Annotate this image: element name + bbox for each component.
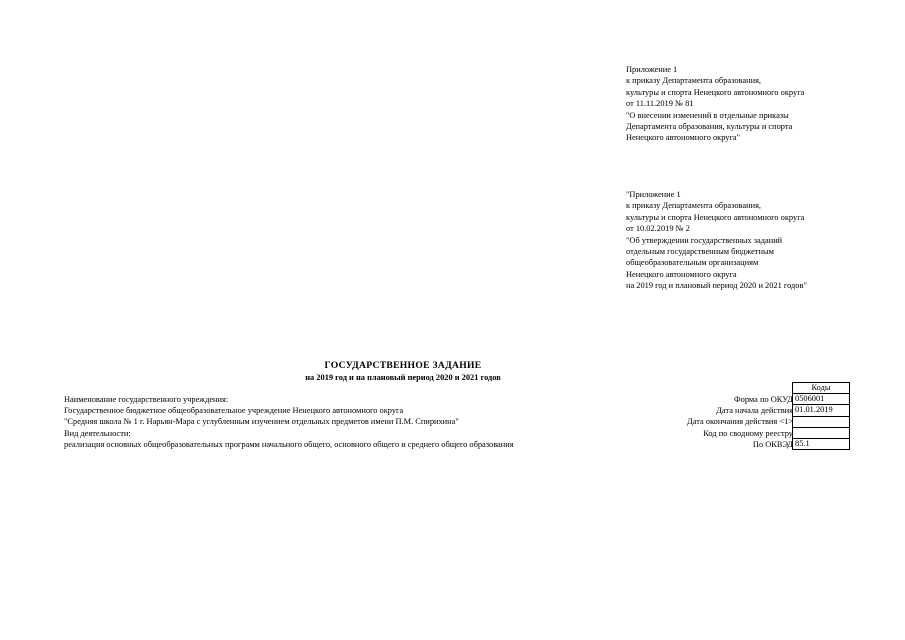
institution-name-line-2: "Средняя школа № 1 г. Нарьян-Мара с углубленным изучением отдельных предметов имени П.М. Спирихина": [64, 417, 459, 427]
codes-labels: [687, 394, 793, 450]
institution-info: [64, 394, 514, 450]
appendix-line: "О внесении изменений в отдельные приказы: [626, 110, 789, 120]
appendix-line: Департамента образования, культуры и спорта: [626, 121, 793, 131]
appendix-line: к приказу Департамента образования,: [626, 201, 762, 211]
codes-header: Коды: [793, 383, 850, 394]
code-value-registry: [793, 427, 850, 438]
appendix-line: Ненецкого автономного округа": [626, 133, 741, 143]
table-row: [793, 427, 850, 438]
appendix-line: отдельным государственным бюджетным: [626, 246, 774, 256]
table-row: [793, 405, 850, 416]
code-value-okud: 0506001: [793, 394, 850, 405]
appendix-line: от 10.02.2019 № 2: [626, 224, 690, 234]
table-row: [793, 394, 850, 405]
activity-value: реализация основных общеобразовательных программ начального общего, основного общего и среднего общего образования: [64, 439, 514, 449]
appendix-line: культуры и спорта Ненецкого автономного округа: [626, 212, 805, 222]
appendix-line: "Приложение 1: [626, 190, 681, 199]
title-main: ГОСУДАРСТВЕННОЕ ЗАДАНИЕ: [324, 360, 482, 371]
code-label-start-date: Дата начала действия: [716, 406, 793, 416]
codes-table: [792, 382, 850, 450]
appendix-line: общеобразовательным организациям: [626, 258, 759, 268]
code-value-start-date: 01.01.2019: [793, 405, 850, 416]
appendix-line: Приложение 1: [626, 65, 678, 74]
appendix-note-original: [626, 189, 807, 292]
appendix-line: культуры и спорта Ненецкого автономного округа: [626, 87, 805, 97]
table-row: [793, 416, 850, 427]
document-title: [0, 360, 806, 383]
title-subtitle: на 2019 год и на плановый период 2020 и 2021 годов: [305, 373, 501, 382]
appendix-line: на 2019 год и плановый период 2020 и 2021 годов": [626, 281, 807, 291]
code-label-registry: Код по сводному реестру: [703, 428, 793, 438]
code-label-okud: Форма по ОКУД: [734, 395, 793, 404]
appendix-line: к приказу Департамента образования,: [626, 76, 762, 86]
code-value-okved: 85.1: [793, 438, 850, 449]
activity-label: Вид деятельности:: [64, 428, 131, 438]
institution-name-label: Наименование государственного учреждения:: [64, 395, 229, 404]
appendix-line: от 11.11.2019 № 81: [626, 99, 694, 109]
code-label-end-date: Дата окончания действия <1>: [687, 417, 793, 427]
institution-name-line-1: Государственное бюджетное общеобразовательное учреждение Ненецкого автономного округа: [64, 406, 404, 416]
appendix-note-current: [626, 64, 804, 144]
code-label-okved: По ОКВЭД: [752, 439, 793, 449]
code-value-end-date: [793, 416, 850, 427]
appendix-line: Ненецкого автономного округа: [626, 269, 737, 279]
codes-header-row: [793, 383, 850, 394]
appendix-line: "Об утверждении государственных заданий: [626, 235, 783, 245]
table-row: [793, 438, 850, 449]
